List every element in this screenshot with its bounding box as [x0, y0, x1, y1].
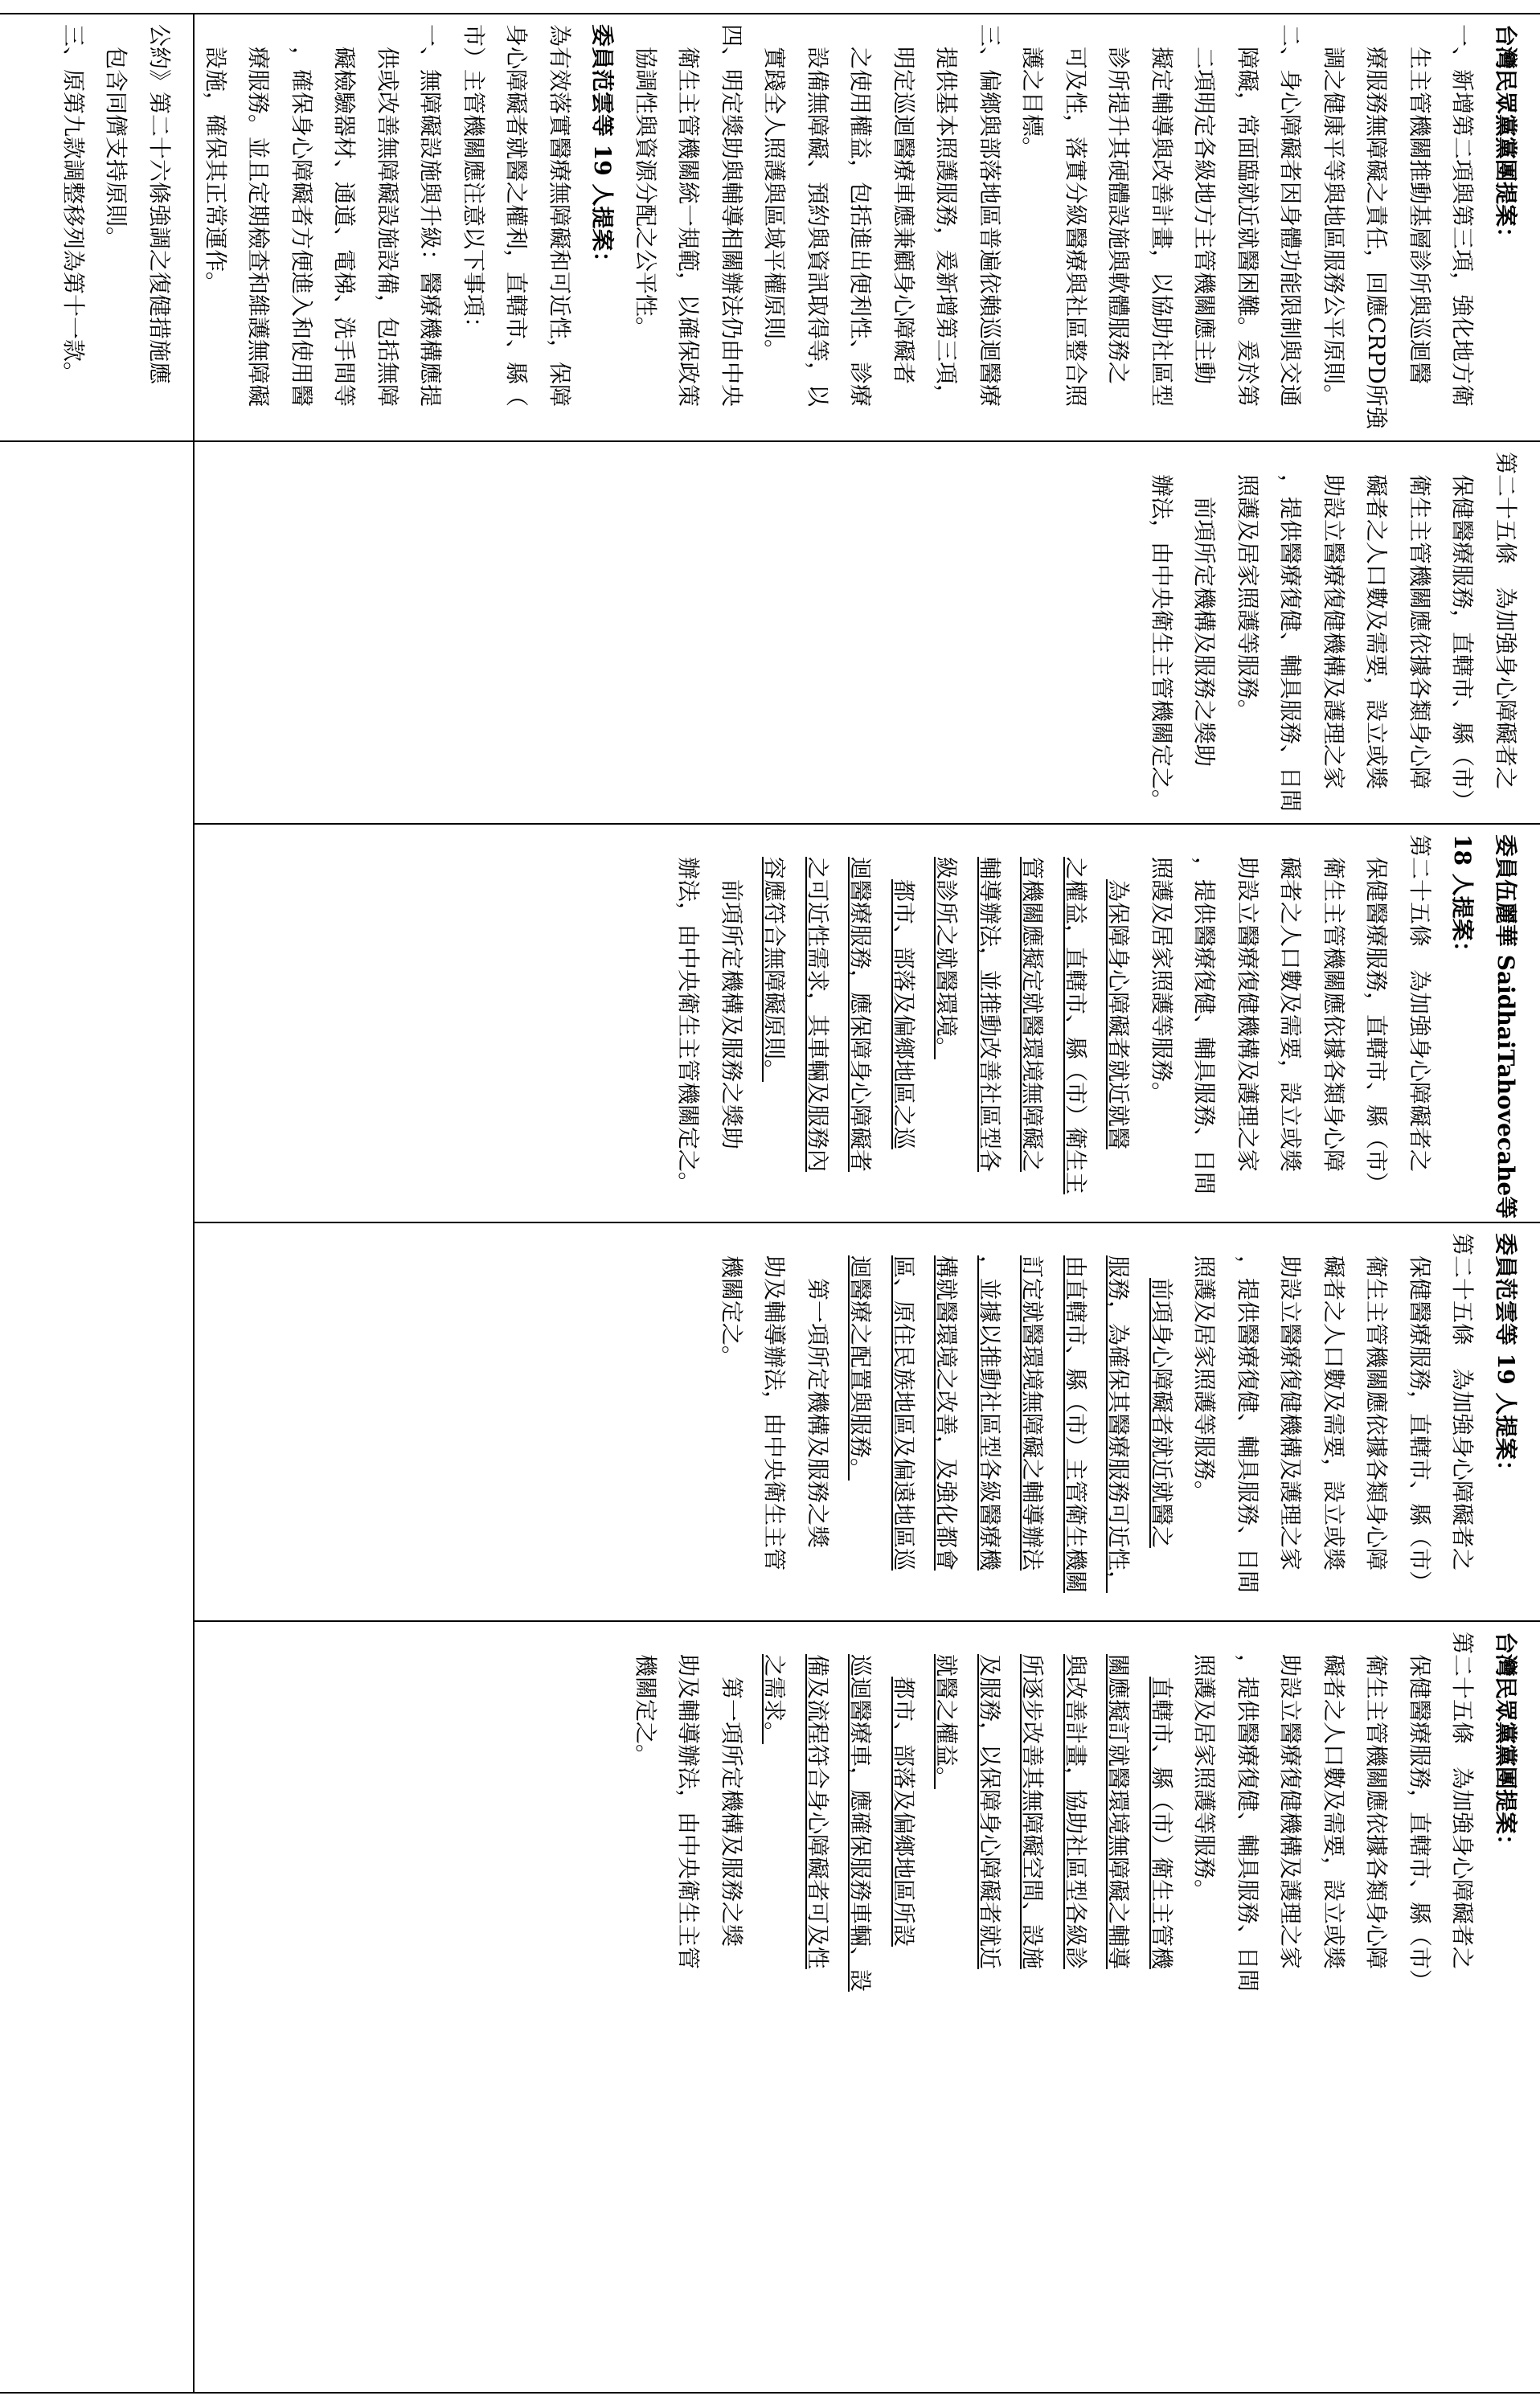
text-span: 辦法，由中央衛生主管機關定之。	[675, 857, 702, 1195]
indent	[719, 834, 745, 879]
text-line: 三、原第九款調整移列為第十一款。	[60, 24, 87, 385]
added-text: 都市、部落及偏鄉地區之巡	[891, 879, 917, 1150]
text-line: 礙檢驗器材、通道、電梯、洗手間等	[331, 24, 358, 407]
indent	[891, 834, 917, 879]
indent	[1063, 1632, 1089, 1654]
text-line	[797, 1233, 840, 1593]
text-line: 助設立醫療復健機構及護理之家	[1277, 1233, 1304, 1571]
added-text: 迴醫療之配置與服務。	[847, 1255, 874, 1481]
text-span: 前項所定機構及服務之獎助	[719, 879, 745, 1150]
text-line: 設施，確保其正常運作。	[203, 24, 229, 295]
text-line: 二、身心障礙者因身體功能限制與交通	[1277, 24, 1304, 407]
added-text: 級診所之就醫環境。	[933, 857, 960, 1060]
proposal-header: 委員范雲等 19 人提案：	[1493, 1233, 1519, 1483]
text-line	[883, 1632, 926, 1992]
indent	[1106, 1233, 1132, 1255]
indent	[805, 1632, 831, 1654]
proposal-wu-column	[667, 834, 1527, 1218]
indent	[1149, 1632, 1175, 1677]
text-line	[1011, 1233, 1055, 1593]
added-text: ，並據以推動社區型各級醫療機	[977, 1255, 1003, 1571]
added-text: 容應符合無障礙原則。	[761, 857, 788, 1083]
current-law-column	[1141, 452, 1528, 812]
text-line	[667, 834, 711, 1218]
text-line	[711, 1233, 754, 1593]
text-line	[797, 834, 840, 1218]
indent	[762, 1632, 788, 1654]
indent	[934, 1233, 960, 1255]
text-line: 礙者之人口數及需要，設立或獎	[1321, 1233, 1347, 1571]
text-line: ，提供醫療復健、輔具服務、日間	[1235, 1632, 1261, 1992]
text-line: 衛生主管機關應依據各類身心障	[1363, 1632, 1391, 1970]
text-line	[925, 1632, 969, 1992]
indent	[633, 1632, 659, 1654]
added-text: 構就醫環境之改善，及強化都會	[933, 1255, 960, 1571]
added-text: 由直轄市、縣（市）主管衛生機關	[1063, 1255, 1089, 1594]
text-span: 助及輔導辦法，由中央衛生主管	[675, 1654, 702, 1970]
indent	[1149, 1233, 1175, 1278]
indent	[848, 834, 874, 857]
explanation-header-fan: 委員范雲等 19 人提案：	[589, 24, 616, 274]
indent	[805, 834, 831, 857]
indent	[977, 834, 1003, 857]
added-text: 直轄市、縣（市）衛生主管機	[1149, 1677, 1175, 1970]
text-line: 第二十五條 為加強身心障礙者之	[1407, 834, 1433, 1173]
text-line	[753, 834, 797, 1218]
text-line	[925, 1233, 969, 1593]
text-line: 照護及居家照護等服務。	[1191, 1632, 1218, 1902]
text-line: 一、新增第二項與第三項，強化地方衛	[1449, 24, 1477, 407]
text-line	[839, 1632, 883, 1992]
text-line: 照護及居家照護等服務。	[1235, 452, 1261, 723]
text-line: 助設立醫療復健機構及護理之家	[1235, 834, 1261, 1173]
added-text: 服務，為確保其醫療服務可近性，	[1105, 1255, 1132, 1594]
indent	[1106, 834, 1132, 879]
text-line: 包含同儕支持原則。	[103, 24, 130, 250]
added-text: 之可近性需求，其車輛及服務內	[805, 857, 831, 1173]
indent	[1020, 1632, 1046, 1654]
text-line: 協調性與資源分配之公平性。	[633, 24, 659, 340]
indent	[1063, 1233, 1089, 1255]
indent	[1020, 1233, 1046, 1255]
added-text: 與改善計畫，協助社區型各級診	[1063, 1654, 1089, 1970]
text-line: 障礙，常面臨就近就醫困難。爰於第	[1235, 24, 1261, 407]
added-text: 管機關應擬定就醫環境無障礙之	[1019, 857, 1046, 1173]
text-line: 衛生主管機關應依據各類身心障	[1407, 452, 1433, 790]
text-line	[797, 1632, 840, 1992]
text-line	[625, 1632, 668, 1992]
text-line: 為有效落實醫療無障礙和可近性，保障	[547, 24, 573, 407]
text-line: ，提供醫療復健、輔具服務、日間	[1235, 1233, 1261, 1594]
text-line: 可及性，落實分級醫療與社區整合照	[1063, 24, 1089, 407]
indent	[676, 1632, 702, 1654]
text-line: 辦法，由中央衛生主管機關定之。	[1149, 452, 1175, 813]
added-text: 都市、部落及偏鄉地區所設	[891, 1677, 917, 1947]
text-line	[1141, 1233, 1184, 1593]
added-text: 所逐步改善其無障礙空間、設施	[1019, 1654, 1046, 1970]
text-line	[711, 834, 754, 1218]
text-line: 供或改善無障礙設施設備，包括無障	[375, 24, 401, 407]
added-text: 輔導辦法，並推動改善社區型各	[977, 857, 1003, 1173]
text-line: 四、明定獎助與輔導相關辦法仍由中央	[719, 24, 745, 407]
indent	[977, 1233, 1003, 1255]
explanation-column	[195, 24, 1528, 429]
text-line	[1097, 834, 1141, 1218]
indent	[891, 1233, 917, 1255]
text-line: 礙者之人口數及需要，設立或獎	[1277, 834, 1304, 1173]
indent	[848, 1632, 874, 1654]
proposal-header: 委員伍麗華 SaidhaiTahovecahe等	[1493, 834, 1519, 1219]
text-line	[969, 1632, 1012, 1992]
text-line	[711, 1632, 754, 1992]
added-text: 區、原住民族地區及偏遠地區巡	[891, 1255, 917, 1571]
column-divider-mid3	[195, 1620, 1540, 1622]
proposal-fan-column	[711, 1233, 1528, 1593]
text-line: 助設立醫療復健機構及護理之家	[1321, 452, 1347, 790]
table-top-border	[0, 13, 1540, 14]
indent	[762, 1233, 788, 1255]
indent	[934, 834, 960, 857]
text-line: 護之目標。	[1019, 24, 1046, 160]
text-line: 明定巡迴醫療車應兼顧身心障礙者	[891, 24, 917, 385]
text-line: 公約》第二十六條強調之復健措施應	[146, 24, 173, 385]
added-text: 為保障身心障礙者就近就醫	[1105, 879, 1132, 1150]
text-line: 衛生主管機關應依據各類身心障	[1363, 1233, 1391, 1571]
explanation-header-tpp: 台灣民眾黨黨團提案：	[1493, 24, 1519, 250]
proposal-tpp-column	[625, 1632, 1528, 1992]
proposal-header: 台灣民眾黨黨團提案：	[1493, 1632, 1519, 1857]
text-line	[753, 1632, 797, 1992]
text-line: 一、無障礙設施與升級：醫療機構應提	[417, 24, 444, 407]
text-line	[667, 1632, 711, 1992]
text-line: 衛生主管機關統一規範，以確保政策	[675, 24, 702, 407]
text-line: 三、偏鄉與部落地區普遍依賴巡迴醫療	[977, 24, 1003, 407]
text-line: 衛生主管機關應依據各類身心障	[1321, 834, 1347, 1173]
added-text: 備及流程符合身心障礙者可及性	[805, 1654, 831, 1970]
text-line	[1097, 1632, 1141, 1992]
text-line: 第二十五條 為加強身心障礙者之	[1449, 1233, 1477, 1571]
text-line: 保健醫療服務，直轄市、縣（市）	[1363, 834, 1391, 1195]
text-line: 保健醫療服務，直轄市、縣（市）	[1449, 452, 1477, 813]
text-line	[1141, 1632, 1184, 1992]
text-line: 前項所定機構及服務之獎助	[1191, 452, 1218, 768]
text-line: 第二十五條 為加強身心障礙者之	[1449, 1632, 1477, 1970]
row-divider	[0, 440, 1540, 442]
indent	[1020, 834, 1046, 857]
text-line: 之使用權益，包括進出便利性、診療	[847, 24, 874, 407]
indent	[934, 1632, 960, 1654]
text-line: 礙者之人口數及需要，設立或獎	[1321, 1632, 1347, 1970]
text-line: ，提供醫療復健、輔具服務、日間	[1191, 834, 1218, 1195]
added-text: 關應擬訂就醫環境無障礙之輔導	[1105, 1654, 1132, 1970]
text-line: 設備無障礙、預約與資訊取得等，以	[805, 24, 831, 407]
text-span: 機關定之。	[633, 1654, 659, 1767]
text-line	[1055, 1233, 1098, 1593]
text-line: 第二十五條 為加強身心障礙者之	[1493, 452, 1519, 790]
text-span: 第一項所定機構及服務之獎	[719, 1677, 745, 1947]
text-line: 提供基本照護服務，爰新增第三項，	[933, 24, 960, 407]
text-line: 調之健康平等與地區服務公平原則。	[1321, 24, 1347, 407]
continued-explanation	[52, 24, 182, 384]
text-line	[969, 834, 1012, 1218]
text-line: 照護及居家照護等服務。	[1191, 1233, 1218, 1504]
indent	[848, 1233, 874, 1255]
text-line: 診所提升其硬體設施與軟體服務之	[1105, 24, 1132, 385]
text-line	[753, 1233, 797, 1593]
added-text: 之需求。	[761, 1654, 788, 1745]
text-line: ，提供醫療復健、輔具服務、日間	[1277, 452, 1304, 813]
text-line	[1055, 1632, 1098, 1992]
text-span: 機關定之。	[719, 1255, 745, 1369]
column-divider-mid1	[195, 823, 1540, 825]
text-line: 市）主管機關應注意以下事項：	[461, 24, 487, 340]
added-text: 之權益，直轄市、縣（市）衛生主	[1063, 857, 1089, 1195]
text-line: 二項明定各級地方主管機關應主動	[1191, 24, 1218, 385]
text-line: 礙者之人口數及需要，設立或獎	[1363, 452, 1391, 790]
text-line	[839, 834, 883, 1218]
indent	[719, 1233, 745, 1255]
indent	[676, 834, 702, 857]
added-text: 及服務，以保障身心障礙者就近	[977, 1654, 1003, 1970]
indent	[1063, 834, 1089, 857]
text-line: ，確保身心障礙者方便進入和使用醫	[289, 24, 315, 407]
text-line: 保健醫療服務，直轄市、縣（市）	[1407, 1233, 1433, 1594]
text-span: 第一項所定機構及服務之獎	[805, 1278, 831, 1549]
text-line	[883, 834, 926, 1218]
indent	[891, 1632, 917, 1677]
table-bottom-border	[0, 2392, 1540, 2394]
text-line	[925, 834, 969, 1218]
added-text: 迴醫療服務，應保障身心障礙者	[847, 857, 874, 1173]
text-line: 身心障礙者就醫之權利，直轄市、縣（	[503, 24, 530, 407]
indent	[977, 1632, 1003, 1654]
text-line: 實踐全人照護與區域平權原則。	[761, 24, 788, 362]
text-line	[1097, 1233, 1141, 1593]
indent	[805, 1233, 831, 1278]
proposal-header-cont: 18 人提案：	[1449, 834, 1477, 964]
text-line: 生主管機關推動基層診所與巡迴醫	[1407, 24, 1433, 385]
text-line: 療服務無障礙之責任，回應CRPD所強	[1363, 24, 1391, 429]
text-line	[1011, 1632, 1055, 1992]
added-text: 巡迴醫療車，應確保服務車輛、設	[847, 1654, 874, 1992]
indent	[762, 834, 788, 857]
indent	[1106, 1632, 1132, 1654]
added-text: 訂定就醫環境無障礙之輔導辦法	[1019, 1255, 1046, 1571]
text-line: 療服務。並且定期檢查和維護無障礙	[245, 24, 272, 407]
text-line: 助設立醫療復健機構及護理之家	[1277, 1632, 1304, 1970]
indent	[719, 1632, 745, 1677]
text-span: 助及輔導辦法，由中央衛生主管	[761, 1255, 788, 1571]
text-line	[883, 1233, 926, 1593]
text-line	[839, 1233, 883, 1593]
text-line: 照護及居家照護等服務。	[1149, 834, 1175, 1105]
text-line: 擬定輔導與改善計畫，以協助社區型	[1149, 24, 1175, 407]
text-line	[1055, 834, 1098, 1218]
text-line: 保健醫療服務，直轄市、縣（市）	[1407, 1632, 1433, 1992]
column-divider-mid2	[195, 1222, 1540, 1223]
added-text: 就醫之權益。	[933, 1654, 960, 1790]
text-line	[1011, 834, 1055, 1218]
text-line	[969, 1233, 1012, 1593]
added-text: 前項身心障礙者就近就醫之	[1149, 1278, 1175, 1549]
